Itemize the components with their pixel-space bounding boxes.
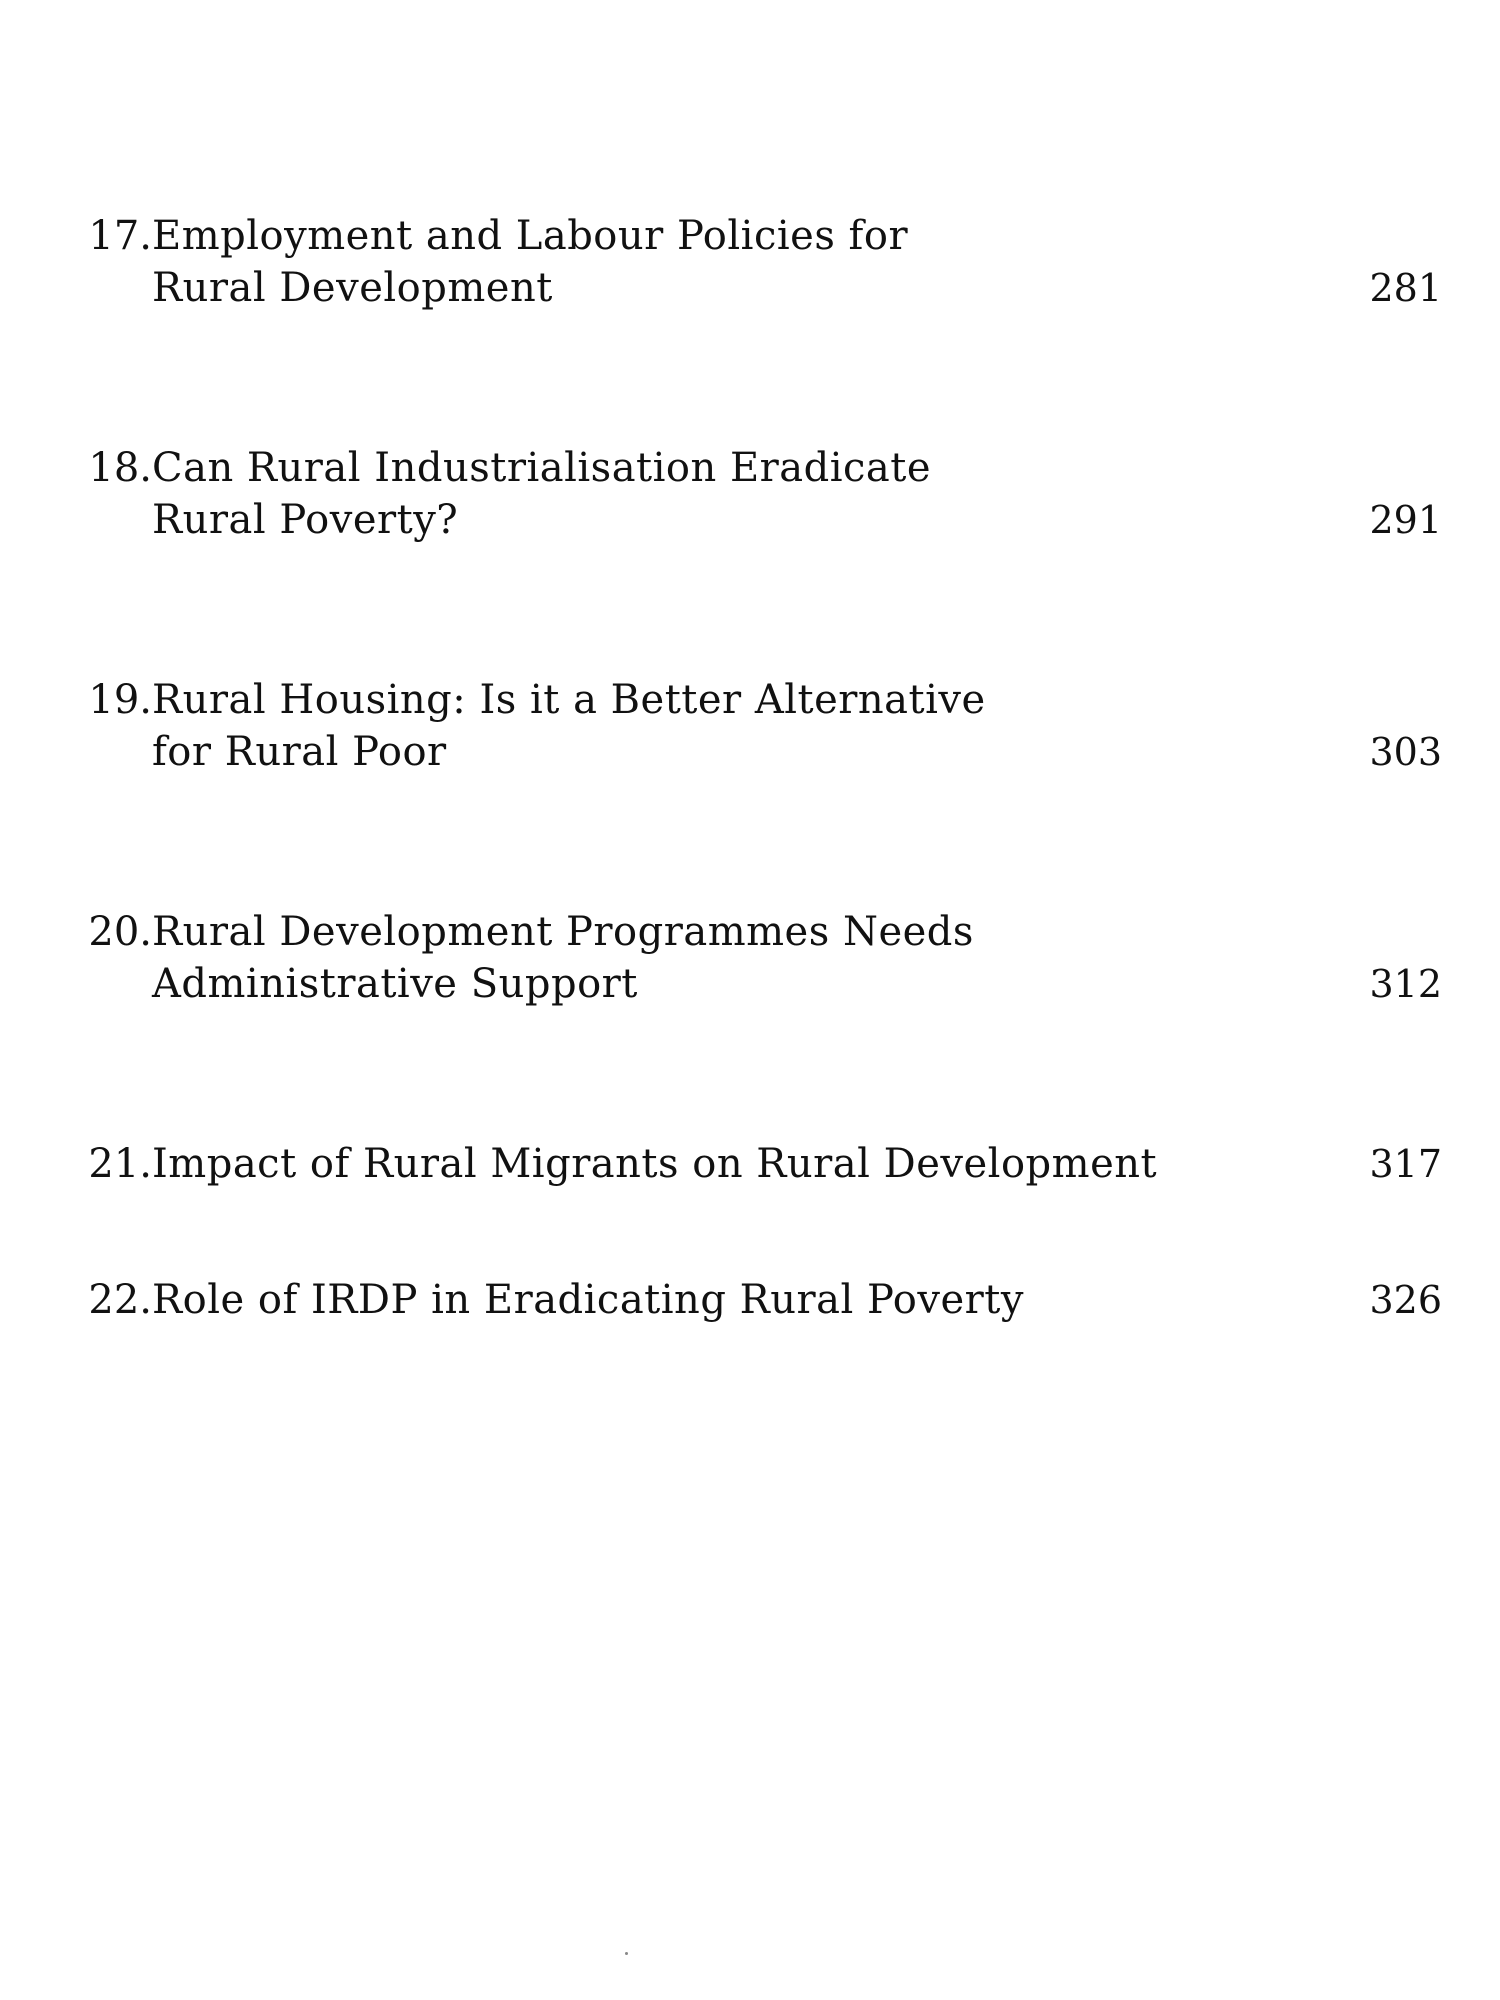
toc-entry-19 <box>0 674 1500 790</box>
chapter-title <box>152 442 1312 546</box>
page-number: 303 <box>1369 730 1442 774</box>
page-number: 317 <box>1369 1142 1442 1186</box>
page-number: 326 <box>1369 1278 1442 1322</box>
chapter-title-line: Rural Development Programmes Needs <box>152 909 974 955</box>
chapter-number: 20. <box>88 909 152 955</box>
chapter-title-line: Employment and Labour Policies for <box>152 213 909 259</box>
chapter-number: 17. <box>88 213 152 259</box>
toc-entry-17 <box>0 210 1500 326</box>
chapter-title <box>152 906 1312 1010</box>
chapter-title <box>152 1138 1312 1190</box>
toc-entry-22 <box>0 1274 1500 1342</box>
toc-entry-21 <box>0 1138 1500 1206</box>
chapter-number: 21. <box>88 1141 152 1187</box>
chapter-title-line: Role of IRDP in Eradicating Rural Poverty <box>152 1277 1024 1323</box>
chapter-number: 19. <box>88 677 152 723</box>
page-number: 281 <box>1369 266 1442 310</box>
chapter-title-line: Rural Poverty? <box>152 497 459 543</box>
page-number: 312 <box>1369 962 1442 1006</box>
chapter-title-line: Rural Housing: Is it a Better Alternative <box>152 677 986 723</box>
chapter-title-line: Impact of Rural Migrants on Rural Development <box>152 1141 1158 1187</box>
chapter-title <box>152 674 1312 778</box>
page-number: 291 <box>1369 498 1442 542</box>
table-of-contents <box>0 210 1500 1323</box>
chapter-title-line: Can Rural Industrialisation Eradicate <box>152 445 932 491</box>
chapter-title <box>152 1274 1312 1326</box>
chapter-title <box>152 210 1312 314</box>
chapter-number: 22. <box>88 1277 152 1323</box>
toc-entry-18 <box>0 442 1500 558</box>
chapter-title-line: Rural Development <box>152 265 553 311</box>
toc-entry-20 <box>0 906 1500 1022</box>
chapter-title-line: Administrative Support <box>152 961 638 1007</box>
scan-speck <box>625 1952 628 1955</box>
chapter-title-line: for Rural Poor <box>152 729 447 775</box>
chapter-number: 18. <box>88 445 152 491</box>
